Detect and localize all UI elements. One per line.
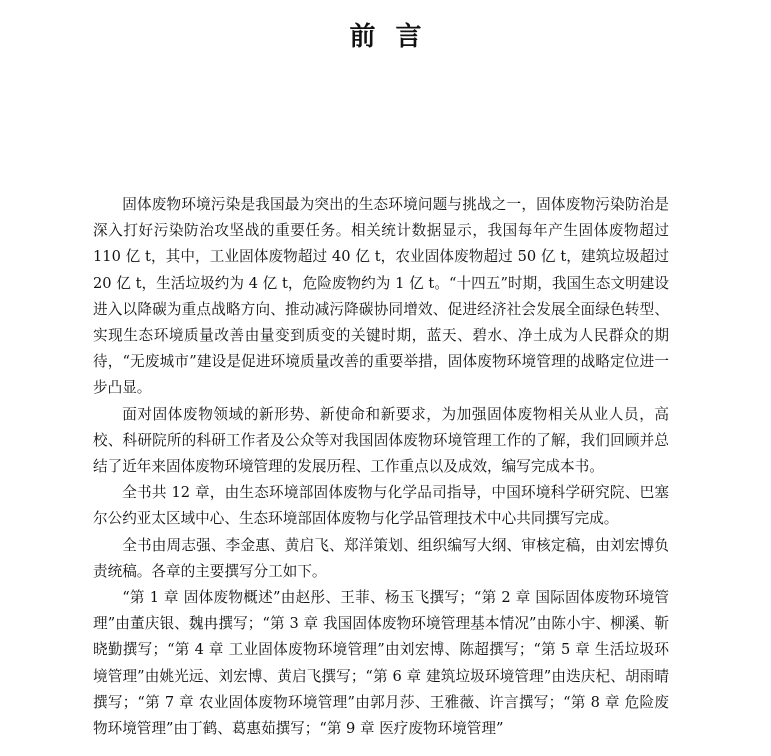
paragraph: “第 1 章 固体废物概述”由赵彤、王菲、杨玉飞撰写；“第 2 章 国际固体废物环境管理”由董庆银、魏冉撰写；“第 3 章 我国固体废物环境管理基本情况”由陈小宇、柳溪、靳晓勤撰写；“第 4 章 工业固体废物环境管理”由刘宏博、陈超撰写；“第 5 章 生活垃圾环境管理”由姚光远、刘宏博、黄启飞撰写；“第 6 章 建筑垃圾环境管理”由迭庆杞、胡雨晴撰写；“第 7 章 农业固体废物环境管理”由郭月莎、王雅薇、许言撰写；“第 8 章 危险废物环境管理”由丁鹤、葛惠茹撰写；“第 9 章 医疗废物环境管理” xyxy=(93,589,669,738)
paragraph: 全书共 12 章，由生态环境部固体废物与化学品司指导，中国环境科学研究院、巴塞尔公约亚太区域中心、生态环境部固体废物与化学品管理技术中心共同撰写完成。 xyxy=(93,484,669,528)
paragraph: 面对固体废物领域的新形势、新使命和新要求，为加强固体废物相关从业人员，高校、科研院所的科研工作者及公众等对我国固体废物环境管理工作的了解，我们回顾并总结了近年来固体废物环境管理的发展历程、工作重点以及成效，编写完成本书。 xyxy=(93,405,669,476)
paragraph: 全书由周志强、李金惠、黄启飞、郑洋策划、组织编写大纲、审核定稿，由刘宏博负责统稿。各章的主要撰写分工如下。 xyxy=(93,536,669,580)
document-body xyxy=(93,192,669,742)
paragraph: 固体废物环境污染是我国最为突出的生态环境问题与挑战之一，固体废物污染防治是深入打好污染防治攻坚战的重要任务。相关统计数据显示，我国每年产生固体废物超过 110 亿 t，其中，工业固体废物超过 40 亿 t，农业固体废物超过 50 亿 t，建筑垃圾超过 20 亿 t，生活垃圾约为 4 亿 t，危险废物约为 1 亿 t。“十四五”时期，我国生态文明建设进入以降碳为重点战略方向、推动减污降碳协同增效、促进经济社会发展全面绿色转型、实现生态环境质量改善由量变到质变的关键时期，蓝天、碧水、净土成为人民群众的期待，“无废城市”建设是促进环境质量改善的重要举措，固体废物环境管理的战略定位进一步凸显。 xyxy=(93,196,669,397)
page-title: 前言 xyxy=(349,22,442,52)
